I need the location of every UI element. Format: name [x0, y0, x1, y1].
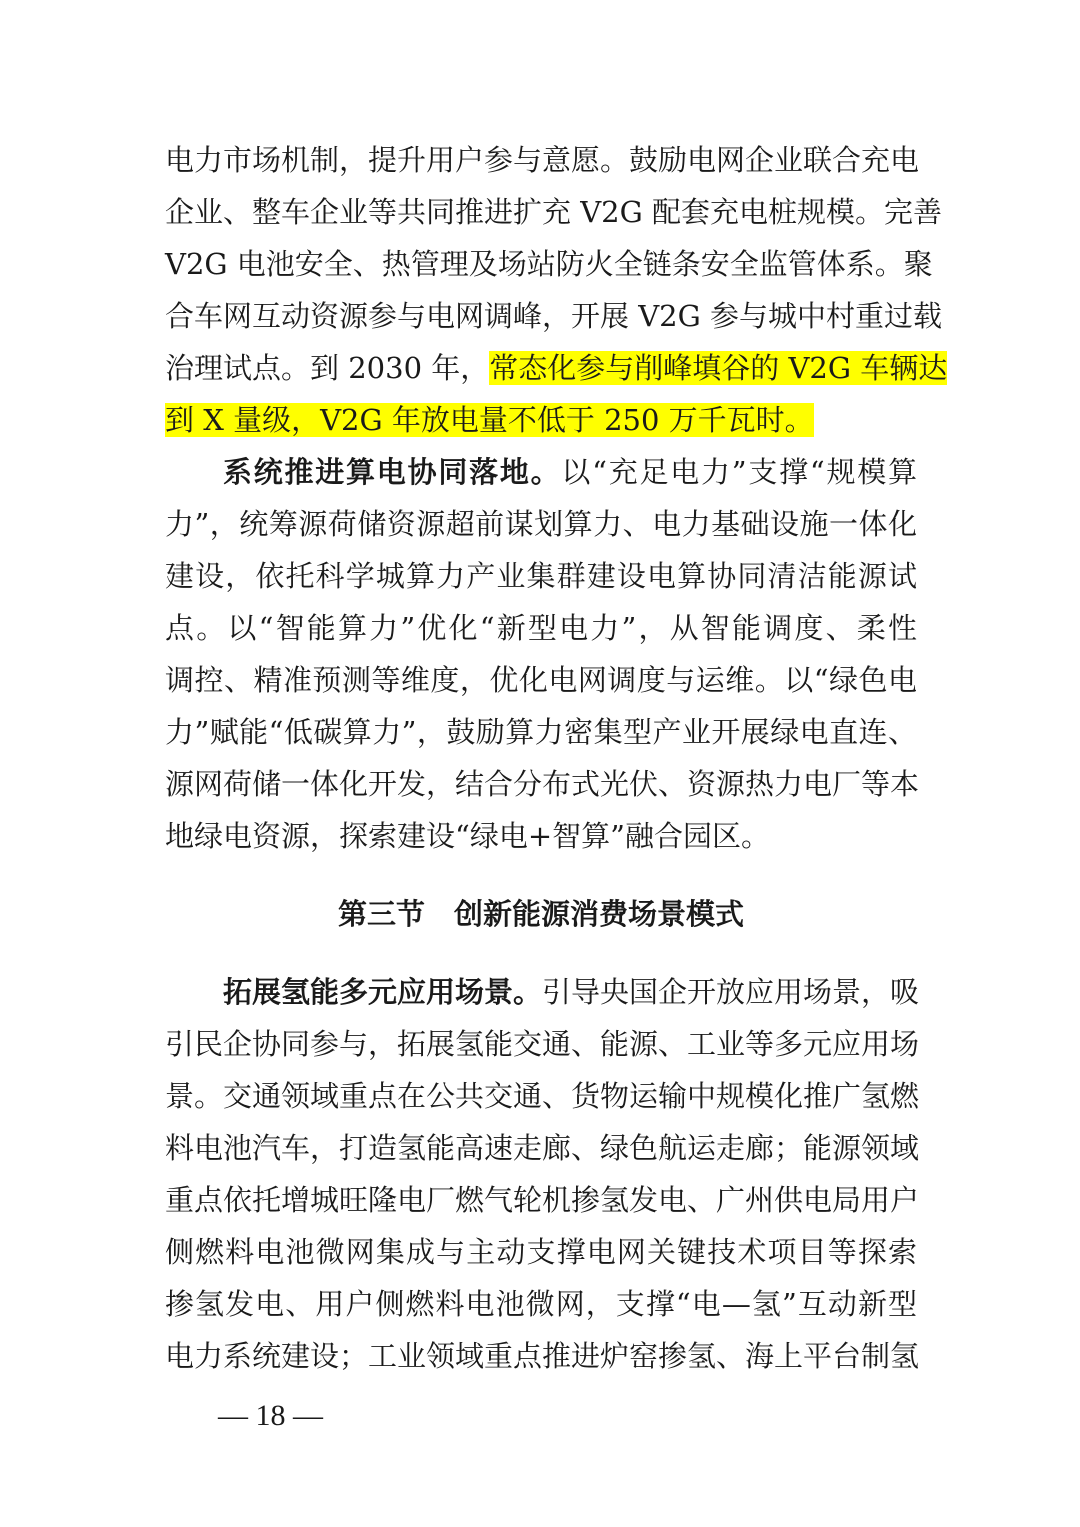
text-line: 力”赋能“低碳算力”，鼓励算力密集型产业开展绿电直连、: [165, 715, 917, 749]
plain-text: 以“充足电力”支撑“规模算: [561, 455, 917, 489]
text-line: 景。交通领域重点在公共交通、货物运输中规模化推广氢燃: [165, 1079, 920, 1113]
text-line: 电力系统建设；工业领域重点推进炉窑掺氢、海上平台制氢: [165, 1339, 920, 1373]
text-line: [165, 394, 917, 446]
text-line: 侧燃料电池微网集成与主动支撑电网关键技术项目等探索: [165, 1235, 917, 1269]
text-line: 点。以“智能算力”优化“新型电力”，从智能调度、柔性: [165, 611, 917, 645]
text-line: 力”，统筹源荷储资源超前谋划算力、电力基础设施一体化: [165, 507, 917, 541]
page-number: — 18 —: [218, 1399, 323, 1432]
plain-text: 治理试点。到 2030 年，: [165, 351, 490, 385]
text-line: 料电池汽车，打造氢能高速走廊、绿色航运走廊；能源领域: [165, 1131, 920, 1165]
text-line: [165, 446, 917, 498]
text-line: [165, 966, 920, 1018]
paragraph-lead: 系统推进算电协同落地。: [223, 455, 562, 489]
body-text: [165, 134, 948, 1382]
text-line: 建设，依托科学城算力产业集群建设电算协同清洁能源试: [165, 559, 917, 593]
paragraph-lead: 拓展氢能多元应用场景。: [223, 975, 543, 1009]
plain-text: 引导央国企开放应用场景，吸: [542, 975, 920, 1009]
text-line: [165, 342, 948, 394]
text-line: 源网荷储一体化开发，结合分布式光伏、资源热力电厂等本: [165, 767, 920, 801]
text-line: 电力市场机制，提升用户参与意愿。鼓励电网企业联合充电: [165, 143, 920, 177]
text-line: 掺氢发电、用户侧燃料电池微网，支撑“电—氢”互动新型: [165, 1287, 917, 1321]
text-line: 企业、整车企业等共同推进扩充 V2G 配套充电桩规模。完善: [165, 195, 942, 229]
section-heading: 第三节 创新能源消费场景模式: [337, 897, 744, 931]
text-line: 重点依托增城旺隆电厂燃气轮机掺氢发电、广州供电局用户: [165, 1183, 920, 1217]
highlighted-text: 到 X 量级，V2G 年放电量不低于 250 万千瓦时。: [165, 403, 814, 437]
highlighted-text: 常态化参与削峰填谷的 V2G 车辆达: [489, 351, 948, 385]
text-line: 引民企协同参与，拓展氢能交通、能源、工业等多元应用场: [165, 1027, 920, 1061]
text-line: 地绿电资源，探索建设“绿电+智算”融合园区。: [165, 819, 770, 853]
text-line: 合车网互动资源参与电网调峰，开展 V2G 参与城中村重过载: [165, 299, 942, 333]
text-line: 调控、精准预测等维度，优化电网调度与运维。以“绿色电: [165, 663, 917, 697]
text-line: V2G 电池安全、热管理及场站防火全链条安全监管体系。聚: [165, 247, 933, 281]
